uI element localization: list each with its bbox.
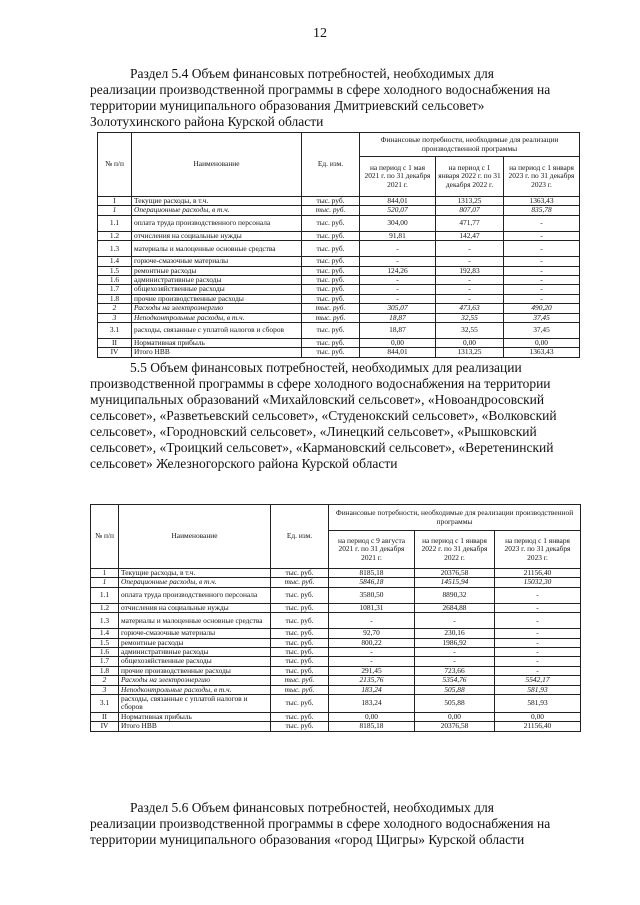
row-value: 844,01 — [360, 197, 436, 206]
row-number: 1.3 — [98, 241, 132, 257]
row-unit: тыс. руб. — [271, 603, 329, 612]
heading-line: муниципальных образований «Михайловский сельсовет», «Новоандросовский — [90, 392, 545, 407]
row-number: 1 — [91, 578, 119, 587]
row-value: - — [504, 215, 580, 231]
table-row — [98, 241, 580, 257]
row-value: - — [329, 657, 415, 666]
row-value: 581,93 — [495, 685, 581, 694]
row-number: 1.2 — [91, 603, 119, 612]
row-name: Расходы на электроэнергию — [132, 304, 302, 313]
row-value: 2135,76 — [329, 676, 415, 685]
col-header-period: на период с 1 января 2022 г. по 31 декабря 2022 г. — [436, 157, 504, 197]
row-value: - — [504, 285, 580, 294]
row-unit: тыс. руб. — [271, 685, 329, 694]
row-value: 0,00 — [504, 339, 580, 348]
row-number: 3.1 — [91, 695, 119, 713]
row-number: 1.4 — [98, 257, 132, 266]
row-number: 1.8 — [98, 294, 132, 303]
row-value: 723,66 — [415, 666, 495, 675]
row-value: 20376,58 — [415, 722, 495, 731]
row-number: 1 — [91, 569, 119, 578]
row-value: 32,55 — [436, 313, 504, 322]
row-number: 1.8 — [91, 666, 119, 675]
col-header-num: № п/п — [91, 505, 119, 569]
row-name: Операционные расходы, в т.ч. — [119, 578, 271, 587]
row-value: - — [495, 613, 581, 629]
section-5-5-heading — [90, 360, 558, 472]
col-header-period: на период с 9 августа 2021 г. по 31 декабря 2021 г. — [329, 531, 415, 569]
col-header-name: Наименование — [119, 505, 271, 569]
row-value: - — [360, 276, 436, 285]
row-number: 1.5 — [98, 266, 132, 275]
row-unit: тыс. руб. — [302, 348, 360, 357]
row-number: II — [91, 712, 119, 721]
row-value: - — [329, 648, 415, 657]
table-row — [91, 638, 581, 647]
row-name: материалы и малоценные основные средства — [119, 613, 271, 629]
row-value: 3580,50 — [329, 587, 415, 603]
row-value: 92,70 — [329, 629, 415, 638]
row-value: 473,63 — [436, 304, 504, 313]
row-number: 3 — [98, 313, 132, 322]
table-row — [91, 657, 581, 666]
row-value: - — [436, 276, 504, 285]
row-unit: тыс. руб. — [271, 666, 329, 675]
col-header-period: на период с 1 января 2023 г. по 31 декабря 2023 г. — [504, 157, 580, 197]
col-header-period: на период с 1 мая 2021 г. по 31 декабря 2021 г. — [360, 157, 436, 197]
table-row — [91, 722, 581, 731]
row-number: 1.1 — [91, 587, 119, 603]
row-value: 0,00 — [415, 712, 495, 721]
table-row — [91, 712, 581, 721]
row-value: 505,88 — [415, 685, 495, 694]
page-number: 12 — [313, 26, 327, 41]
row-name: ремонтные расходы — [119, 638, 271, 647]
row-value: 304,00 — [360, 215, 436, 231]
row-value: - — [329, 613, 415, 629]
row-number: 1.7 — [91, 657, 119, 666]
row-name: оплата труда производственного персонала — [132, 215, 302, 231]
table-row — [91, 587, 581, 603]
row-value: 471,77 — [436, 215, 504, 231]
row-value: 505,88 — [415, 695, 495, 713]
heading-line: сельсовет», «Троицкий сельсовет», «Кармановский сельсовет», «Веретенинский — [90, 440, 554, 455]
row-name: прочие производственные расходы — [119, 666, 271, 675]
table-row — [98, 257, 580, 266]
row-name: Текущие расходы, в т.ч. — [132, 197, 302, 206]
row-value: 0,00 — [495, 712, 581, 721]
row-value: - — [415, 648, 495, 657]
heading-line: реализации производственной программы в сфере холодного водоснабжения на — [90, 816, 551, 831]
row-value: 844,01 — [360, 348, 436, 357]
row-value: - — [360, 241, 436, 257]
row-number: 1.1 — [98, 215, 132, 231]
row-value: - — [436, 257, 504, 266]
row-value: 183,24 — [329, 685, 415, 694]
row-value: 807,07 — [436, 206, 504, 215]
row-name: Расходы на электроэнергию — [119, 676, 271, 685]
table-row — [98, 266, 580, 275]
row-unit: тыс. руб. — [302, 276, 360, 285]
row-unit: тыс. руб. — [271, 722, 329, 731]
heading-line: производственной программы в сфере холодного водоснабжения на территории — [90, 376, 551, 391]
row-value: 835,78 — [504, 206, 580, 215]
section-5-4-heading — [90, 66, 558, 130]
table-row — [91, 613, 581, 629]
row-value: - — [495, 648, 581, 657]
section-5-6-heading — [90, 800, 558, 848]
row-value: 21156,40 — [495, 569, 581, 578]
row-unit: тыс. руб. — [271, 638, 329, 647]
row-unit: тыс. руб. — [302, 339, 360, 348]
row-unit: тыс. руб. — [271, 695, 329, 713]
col-header-group: Финансовые потребности, необходимые для реализации производственной программы — [329, 505, 581, 531]
row-value: 230,16 — [415, 629, 495, 638]
row-value: 192,83 — [436, 266, 504, 275]
row-unit: тыс. руб. — [271, 657, 329, 666]
table-row — [98, 215, 580, 231]
row-value: 5354,76 — [415, 676, 495, 685]
row-unit: тыс. руб. — [302, 215, 360, 231]
row-number: 1.6 — [98, 276, 132, 285]
row-name: Текущие расходы, в т.ч. — [119, 569, 271, 578]
row-unit: тыс. руб. — [302, 241, 360, 257]
row-value: - — [436, 285, 504, 294]
col-header-unit: Ед. изм. — [271, 505, 329, 569]
row-value: 8185,18 — [329, 569, 415, 578]
row-number: I — [98, 197, 132, 206]
table-row — [98, 294, 580, 303]
row-name: административные расходы — [119, 648, 271, 657]
row-unit: тыс. руб. — [271, 676, 329, 685]
heading-line: Золотухинского района Курской области — [90, 114, 324, 129]
table-row — [98, 276, 580, 285]
row-value: - — [360, 285, 436, 294]
table-row — [98, 323, 580, 339]
row-number: 3 — [91, 685, 119, 694]
row-unit: тыс. руб. — [271, 587, 329, 603]
row-value: 1313,25 — [436, 197, 504, 206]
row-value: - — [415, 657, 495, 666]
row-unit: тыс. руб. — [302, 206, 360, 215]
row-unit: тыс. руб. — [302, 197, 360, 206]
row-value: 0,00 — [436, 339, 504, 348]
financial-table-5-5 — [90, 504, 581, 732]
heading-line: реализации производственной программы в сфере холодного водоснабжения на — [90, 82, 551, 97]
row-value: - — [504, 231, 580, 240]
financial-table-5-4 — [97, 132, 580, 358]
heading-line: сельсовет», «Городновский сельсовет», «Линецкий сельсовет», «Рышковский — [90, 424, 537, 439]
row-value: - — [495, 603, 581, 612]
heading-line: сельсовет» Железногорского района Курской области — [90, 456, 398, 471]
row-unit: тыс. руб. — [302, 304, 360, 313]
row-value: 1313,25 — [436, 348, 504, 357]
row-value: 490,20 — [504, 304, 580, 313]
table-row — [98, 339, 580, 348]
row-value: 800,22 — [329, 638, 415, 647]
table-row — [98, 206, 580, 215]
row-number: 2 — [91, 676, 119, 685]
col-header-period: на период с 1 января 2023 г. по 31 декабря 2023 г. — [495, 531, 581, 569]
row-name: Неподконтрольные расходы, в т.ч. — [119, 685, 271, 694]
row-value: 20376,58 — [415, 569, 495, 578]
row-number: 1.5 — [91, 638, 119, 647]
row-name: расходы, связанные с уплатой налогов и сборов — [132, 323, 302, 339]
row-value: 305,07 — [360, 304, 436, 313]
row-value: 0,00 — [360, 339, 436, 348]
row-value: 183,24 — [329, 695, 415, 713]
row-value: 5542,17 — [495, 676, 581, 685]
row-name: горюче-смазочные материалы — [132, 257, 302, 266]
table-row — [98, 304, 580, 313]
row-name: Операционные расходы, в т.ч. — [132, 206, 302, 215]
row-unit: тыс. руб. — [271, 578, 329, 587]
table-row — [91, 569, 581, 578]
row-value: 18,87 — [360, 313, 436, 322]
row-value: - — [495, 587, 581, 603]
row-value: 21156,40 — [495, 722, 581, 731]
row-number: 2 — [98, 304, 132, 313]
row-value: - — [360, 294, 436, 303]
table-row — [98, 231, 580, 240]
row-value: - — [504, 294, 580, 303]
row-name: Нормативная прибыль — [132, 339, 302, 348]
row-unit: тыс. руб. — [302, 257, 360, 266]
row-name: общехозяйственные расходы — [132, 285, 302, 294]
col-header-group: Финансовые потребности, необходимые для реализации производственной программы — [360, 133, 580, 157]
row-value: 2684,88 — [415, 603, 495, 612]
row-unit: тыс. руб. — [271, 629, 329, 638]
row-name: оплата труда производственного персонала — [119, 587, 271, 603]
row-value: 1081,31 — [329, 603, 415, 612]
table-row — [98, 348, 580, 357]
row-value: - — [436, 294, 504, 303]
heading-line: сельсовет», «Разветьевский сельсовет», «Студенокский сельсовет», «Волковский — [90, 408, 557, 423]
table-row — [98, 313, 580, 322]
row-value: 1363,43 — [504, 348, 580, 357]
row-unit: тыс. руб. — [271, 569, 329, 578]
table-row — [91, 695, 581, 713]
row-value: - — [415, 613, 495, 629]
row-unit: тыс. руб. — [302, 313, 360, 322]
heading-line: территории муниципального образования «город Щигры» Курской области — [90, 832, 525, 847]
row-number: 1.6 — [91, 648, 119, 657]
row-number: 1.2 — [98, 231, 132, 240]
row-value: 0,00 — [329, 712, 415, 721]
col-header-num: № п/п — [98, 133, 132, 197]
row-value: - — [436, 241, 504, 257]
row-number: 1.4 — [91, 629, 119, 638]
row-value: 124,26 — [360, 266, 436, 275]
row-value: 520,07 — [360, 206, 436, 215]
row-value: 14515,94 — [415, 578, 495, 587]
row-value: - — [504, 266, 580, 275]
row-value: - — [504, 257, 580, 266]
row-value: 37,45 — [504, 323, 580, 339]
row-unit: тыс. руб. — [271, 648, 329, 657]
row-value: 1363,43 — [504, 197, 580, 206]
row-unit: тыс. руб. — [302, 266, 360, 275]
row-unit: тыс. руб. — [302, 285, 360, 294]
row-name: административные расходы — [132, 276, 302, 285]
row-value: - — [504, 241, 580, 257]
heading-line: Раздел 5.4 Объем финансовых потребностей, необходимых для — [130, 66, 494, 81]
row-name: Итого НВВ — [119, 722, 271, 731]
row-value: - — [495, 629, 581, 638]
row-value: 291,45 — [329, 666, 415, 675]
heading-line: территории муниципального образования Дмитриевский сельсовет» — [90, 98, 485, 113]
row-name: расходы, связанные с уплатой налогов и сборов — [119, 695, 271, 713]
table-row — [91, 603, 581, 612]
row-name: горюче-смазочные материалы — [119, 629, 271, 638]
row-value: 8185,18 — [329, 722, 415, 731]
row-unit: тыс. руб. — [271, 712, 329, 721]
row-value: 1986,92 — [415, 638, 495, 647]
row-name: материалы и малоценные основные средства — [132, 241, 302, 257]
row-number: 1.3 — [91, 613, 119, 629]
row-number: 1 — [98, 206, 132, 215]
col-header-name: Наименование — [132, 133, 302, 197]
row-name: Неподконтрольные расходы, в т.ч. — [132, 313, 302, 322]
row-unit: тыс. руб. — [271, 613, 329, 629]
row-value: 5846,18 — [329, 578, 415, 587]
row-value: - — [495, 666, 581, 675]
table-row — [98, 197, 580, 206]
row-unit: тыс. руб. — [302, 231, 360, 240]
row-name: отчисления на социальные нужды — [119, 603, 271, 612]
row-number: 1.7 — [98, 285, 132, 294]
row-value: - — [495, 638, 581, 647]
row-value: 142,47 — [436, 231, 504, 240]
table-row — [91, 685, 581, 694]
row-value: - — [360, 257, 436, 266]
table-row — [91, 676, 581, 685]
row-value: - — [504, 276, 580, 285]
row-value: 581,93 — [495, 695, 581, 713]
table-row — [91, 578, 581, 587]
col-header-period: на период с 1 января 2022 г. по 31 декабря 2022 г. — [415, 531, 495, 569]
heading-line: 5.5 Объем финансовых потребностей, необходимых для реализации — [130, 360, 522, 375]
row-value: 37,45 — [504, 313, 580, 322]
heading-line: Раздел 5.6 Объем финансовых потребностей, необходимых для — [130, 800, 494, 815]
row-number: IV — [91, 722, 119, 731]
table-row — [91, 666, 581, 675]
table-row — [98, 285, 580, 294]
row-value: 8890,32 — [415, 587, 495, 603]
row-value: 15032,30 — [495, 578, 581, 587]
row-name: прочие производственные расходы — [132, 294, 302, 303]
row-name: отчисления на социальные нужды — [132, 231, 302, 240]
row-name: Нормативная прибыль — [119, 712, 271, 721]
row-name: общехозяйственные расходы — [119, 657, 271, 666]
row-number: II — [98, 339, 132, 348]
row-number: 3.1 — [98, 323, 132, 339]
row-number: IV — [98, 348, 132, 357]
row-value: - — [495, 657, 581, 666]
row-name: ремонтные расходы — [132, 266, 302, 275]
col-header-unit: Ед. изм. — [302, 133, 360, 197]
row-value: 32,55 — [436, 323, 504, 339]
table-row — [91, 648, 581, 657]
row-unit: тыс. руб. — [302, 294, 360, 303]
row-value: 91,81 — [360, 231, 436, 240]
table-row — [91, 629, 581, 638]
row-value: 18,87 — [360, 323, 436, 339]
row-unit: тыс. руб. — [302, 323, 360, 339]
row-name: Итого НВВ — [132, 348, 302, 357]
